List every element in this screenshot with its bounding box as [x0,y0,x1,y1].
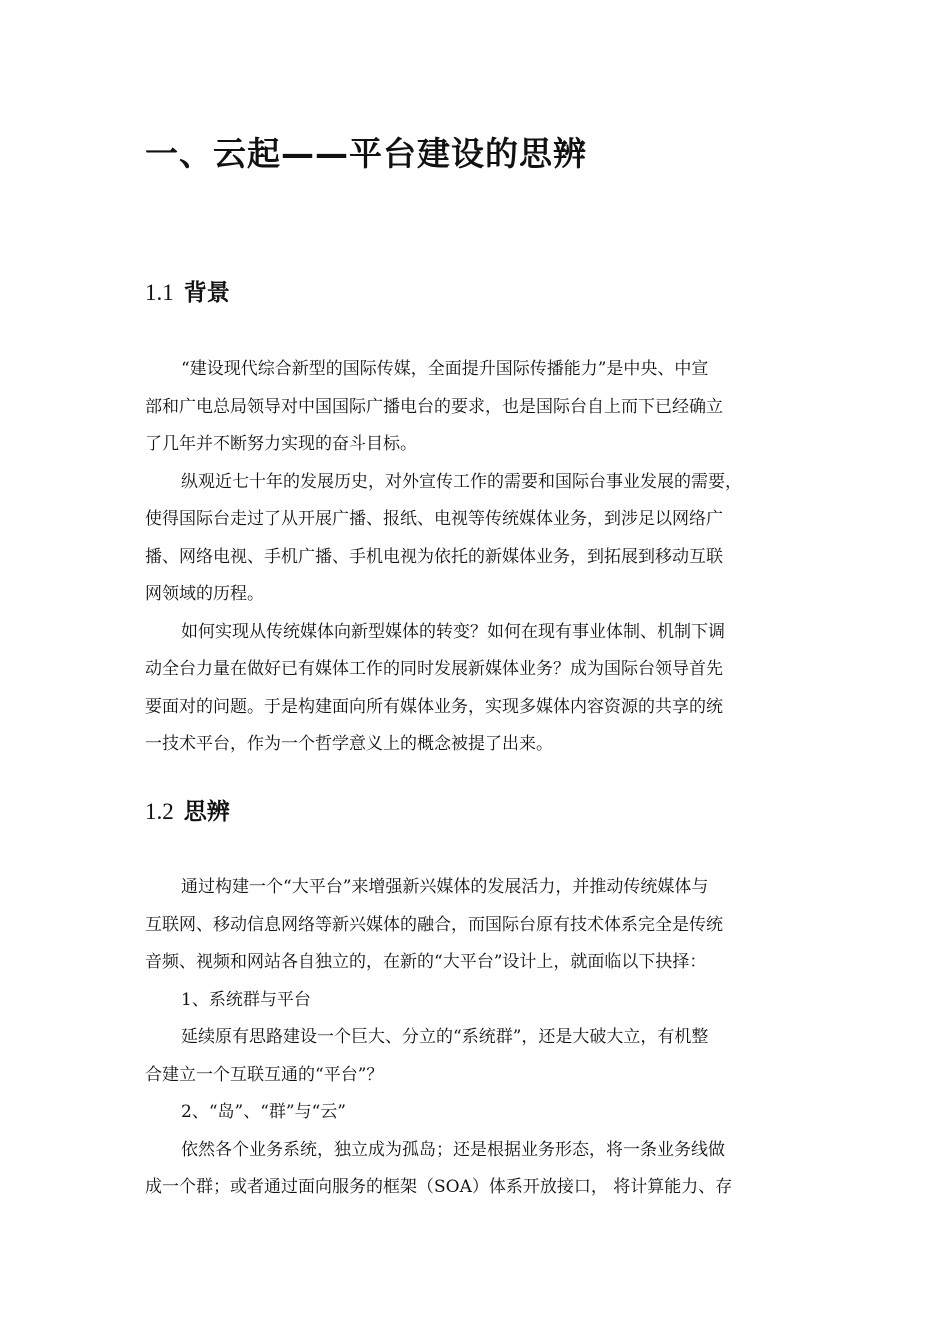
text-line: 互联网、移动信息网络等新兴媒体的融合，而国际台原有技术体系完全是传统 [145,914,723,935]
text-line: 要面对的问题。于是构建面向所有媒体业务，实现多媒体内容资源的共享的统 [145,696,723,717]
text-line: 通过构建一个“大平台”来增强新兴媒体的发展活力，并推动传统媒体与 [181,877,709,897]
section-heading-reflection [145,793,230,826]
text-line: 成一个群；或者通过面向服务的框架（SOA）体系开放接口， 将计算能力、存 [145,1177,733,1197]
chapter-title: 一、云起——平台建设的思辨 [145,134,587,173]
text-line: 播、网络电视、手机广播、手机电视为依托的新媒体业务，到拓展到移动互联 [145,546,723,567]
section-body-background [145,351,809,764]
section-number: 1.1 [145,280,174,305]
text-line: 1、系统群与平台 [181,989,311,1010]
text-line: 延续原有思路建设一个巨大、分立的“系统群”，还是大破大立，有机整 [181,1027,709,1047]
text-line: 2、“岛”、“群”与“云” [181,1102,346,1122]
text-line: 动全台力量在做好已有媒体工作的同时发展新媒体业务？成为国际台领导首先 [145,659,723,679]
text-line: 纵观近七十年的发展历史，对外宣传工作的需要和国际台事业发展的需要， [181,471,742,492]
text-line: “建设现代综合新型的国际传媒，全面提升国际传播能力”是中央、中宣 [181,359,709,379]
text-line: 音频、视频和网站各自独立的，在新的“大平台”设计上，就面临以下抉择： [145,952,707,972]
section-heading-text: 背景 [183,280,230,306]
section-number: 1.2 [145,799,174,824]
text-line: 了几年并不断努力实现的奋斗目标。 [145,434,417,454]
text-line: 部和广电总局领导对中国国际广播电台的要求，也是国际台自上而下已经确立 [145,396,723,417]
text-line: 使得国际台走过了从开展广播、报纸、电视等传统媒体业务，到涉足以网络广 [145,509,723,529]
text-line: 网领域的历程。 [145,584,264,604]
text-line: 依然各个业务系统，独立成为孤岛；还是根据业务形态，将一条业务线做 [181,1139,725,1160]
section-heading-text: 思辨 [183,799,230,825]
section-heading-background [145,274,230,307]
text-line: 一技术平台，作为一个哲学意义上的概念被提了出来。 [145,734,553,754]
text-line: 合建立一个互联互通的“平台”？ [145,1064,384,1085]
section-body-reflection [145,869,809,1207]
text-line: 如何实现从传统媒体向新型媒体的转变？如何在现有事业体制、机制下调 [181,621,725,642]
